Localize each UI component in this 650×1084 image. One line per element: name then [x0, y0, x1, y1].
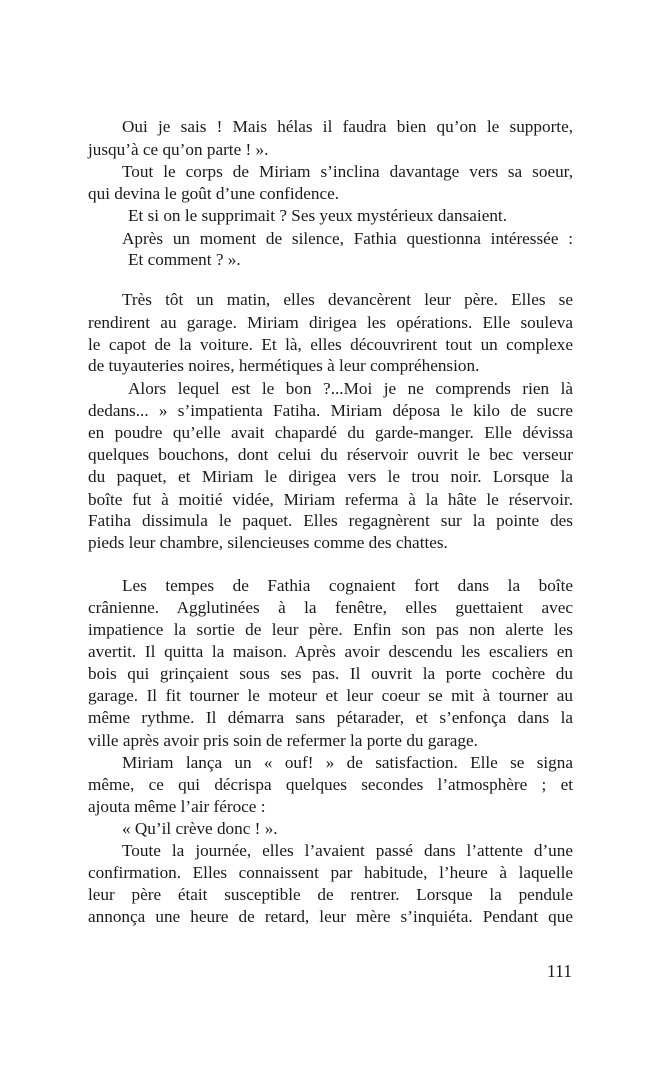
text-line: Très tôt un matin, elles devancèrent leur père. Elles se: [122, 290, 573, 309]
text-line: ville après avoir pris soin de refermer la porte du garage.: [88, 731, 478, 750]
text-line: quelques bouchons, dont celui du réservoir ouvrit le bec verseur: [88, 445, 573, 464]
text-line: le capot de la voiture. Et là, elles découvrirent tout un complexe: [88, 335, 573, 354]
text-line: annonça une heure de retard, leur mère s’inquiéta. Pendant que: [88, 907, 573, 926]
text-line: du paquet, et Miriam le dirigea vers le trou noir. Lorsque la: [88, 467, 573, 486]
text-line: bois qui grinçaient sous ses pas. Il ouvrit la porte cochère du: [88, 664, 573, 683]
text-line: leur père était susceptible de rentrer. Lorsque la pendule: [88, 885, 573, 904]
text-line: Les tempes de Fathia cognaient fort dans la boîte: [122, 576, 573, 595]
text-line: Toute la journée, elles l’avaient passé dans l’attente d’une: [122, 841, 573, 860]
text-line: même rythme. Il démarra sans pétarader, et s’enfonça dans la: [88, 708, 573, 727]
text-line: boîte fut à moitié vidée, Miriam referma à la hâte le réservoir.: [88, 490, 573, 509]
text-line: Tout le corps de Miriam s’inclina davantage vers sa soeur,: [122, 162, 573, 181]
text-line: ajouta même l’air féroce :: [88, 797, 266, 816]
text-line: Miriam lança un « ouf! » de satisfaction. Elle se signa: [122, 753, 573, 772]
text-line: Après un moment de silence, Fathia questionna intéressée :: [122, 229, 573, 248]
text-line: confirmation. Elles connaissent par habitude, l’heure à laquelle: [88, 863, 573, 882]
text-line: même, ce qui décrispa quelques secondes l’atmosphère ; et: [88, 775, 573, 794]
text-line: Et si on le supprimait ? Ses yeux mystérieux dansaient.: [128, 206, 508, 225]
text-line: avertit. Il quitta la maison. Après avoir descendu les escaliers en: [88, 642, 573, 661]
text-line: impatience la sortie de leur père. Enfin son pas non alerte les: [88, 620, 573, 639]
page-number: 111: [547, 961, 572, 981]
text-line: Oui je sais ! Mais hélas il faudra bien qu’on le supporte,: [122, 117, 573, 136]
text-line: de tuyauteries noires, hermétiques à leur compréhension.: [88, 356, 480, 375]
text-line: rendirent au garage. Miriam dirigea les opérations. Elle souleva: [88, 313, 573, 332]
text-line: Alors lequel est le bon ?...Moi je ne comprends rien là: [128, 379, 573, 398]
text-line: Fatiha dissimula le paquet. Elles regagnèrent sur la pointe des: [88, 511, 573, 530]
text-line: jusqu’à ce qu’on parte ! ».: [88, 140, 269, 159]
text-line: crânienne. Agglutinées à la fenêtre, elles guettaient avec: [88, 598, 573, 617]
text-line: en poudre qu’elle avait chapardé du garde-manger. Elle dévissa: [88, 423, 573, 442]
text-line: pieds leur chambre, silencieuses comme des chattes.: [88, 533, 448, 552]
text-line: Et comment ? ».: [128, 250, 241, 269]
text-line: « Qu’il crève donc ! ».: [122, 819, 278, 838]
text-line: qui devina le goût d’une confidence.: [88, 184, 340, 203]
text-line: garage. Il fit tourner le moteur et leur coeur se mit à tourner au: [88, 686, 573, 705]
text-line: dedans... » s’impatienta Fatiha. Miriam déposa le kilo de sucre: [88, 401, 573, 420]
